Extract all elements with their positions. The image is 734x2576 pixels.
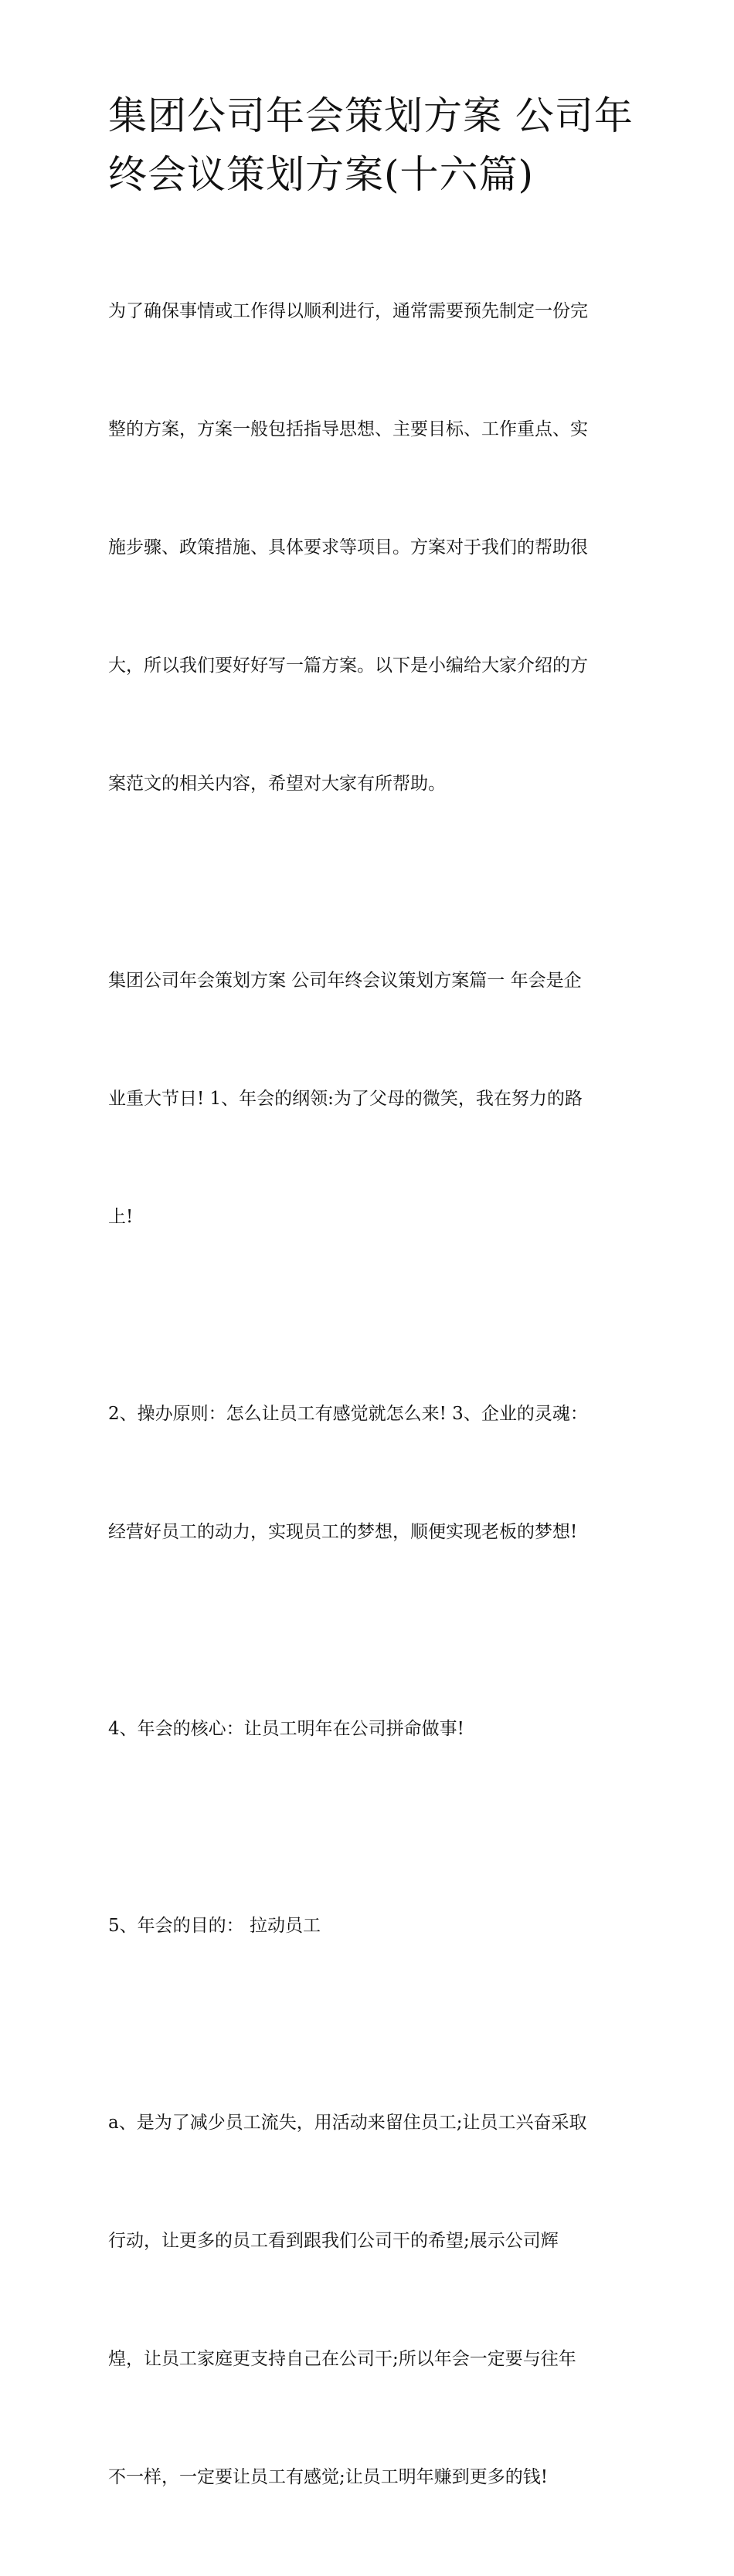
section-paragraph-4 <box>108 1828 630 2025</box>
text-line: 4、年会的核心：让员工明年在公司拼命做事! <box>108 1719 464 1739</box>
section-paragraph-3 <box>108 1631 630 1828</box>
text-line: 煌，让员工家庭更支持自己在公司干;所以年会一定要与往年 <box>108 2349 576 2369</box>
text-line: 整的方案，方案一般包括指导思想、主要目标、工作重点、实 <box>108 419 588 439</box>
text-line: 案范文的相关内容，希望对大家有所帮助。 <box>108 774 446 794</box>
text-line: 不一样，一定要让员工有感觉;让员工明年赚到更多的钱! <box>108 2467 548 2487</box>
section-paragraph-5 <box>108 2025 630 2576</box>
text-line: 经营好员工的动力，实现员工的梦想，顺便实现老板的梦想! <box>108 1522 578 1542</box>
title-line: 集团公司年会策划方案 公司年 <box>108 93 634 138</box>
section-paragraph-1 <box>108 883 630 1316</box>
section-paragraph-2 <box>108 1316 630 1631</box>
text-line: 集团公司年会策划方案 公司年终会议策划方案篇一 年会是企 <box>108 971 582 991</box>
text-line: 业重大节日! 1、年会的纲领:为了父母的微笑，我在努力的路 <box>108 1089 583 1109</box>
title-line: 终会议策划方案(十六篇) <box>108 152 535 197</box>
text-line: 行动，让更多的员工看到跟我们公司干的希望;展示公司辉 <box>108 2231 559 2251</box>
text-line: 大，所以我们要好好写一篇方案。以下是小编给大家介绍的方 <box>108 656 588 676</box>
text-line: 5、年会的目的： 拉动员工 <box>108 1916 321 1936</box>
text-line: 施步骤、政策措施、具体要求等项目。方案对于我们的帮助很 <box>108 537 588 558</box>
document-title <box>108 86 634 204</box>
text-line: a、是为了减少员工流失，用活动来留住员工;让员工兴奋采取 <box>108 2113 587 2133</box>
text-line: 上! <box>108 1207 134 1227</box>
text-line: 2、操办原则：怎么让员工有感觉就怎么来! 3、企业的灵魂： <box>108 1404 588 1424</box>
text-line: 为了确保事情或工作得以顺利进行，通常需要预先制定一份完 <box>108 301 588 321</box>
intro-paragraph <box>108 213 630 883</box>
document-body <box>108 213 630 2576</box>
